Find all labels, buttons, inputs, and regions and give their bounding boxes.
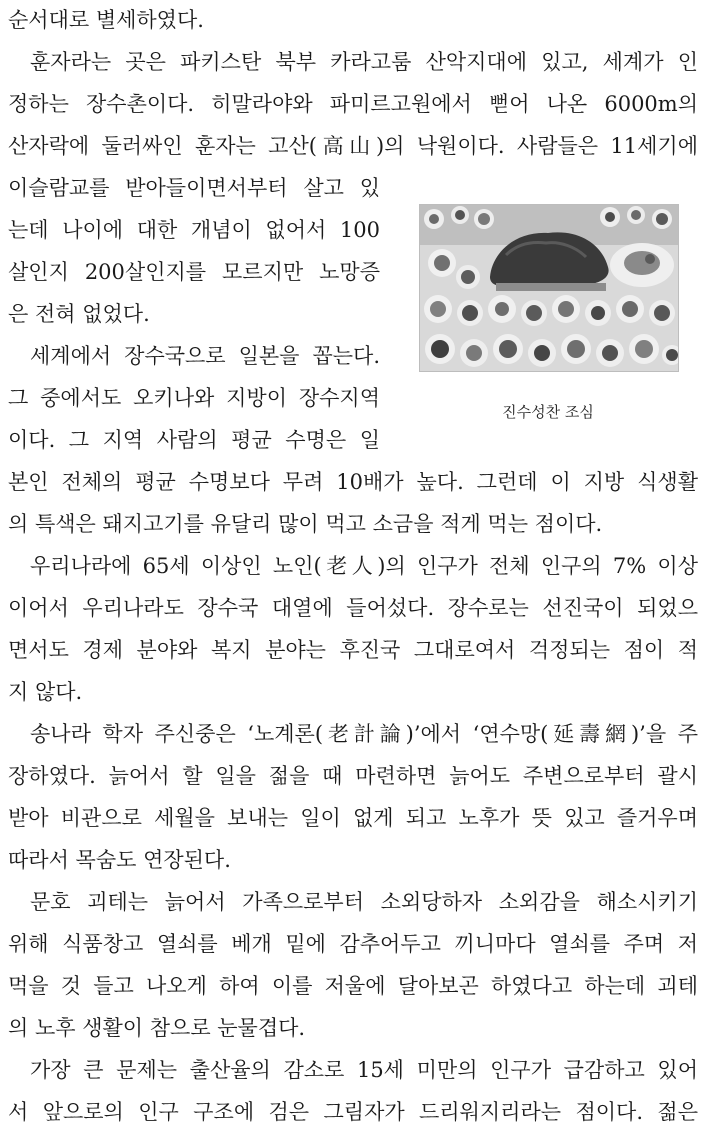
text-line: 지 않다.: [8, 680, 83, 704]
text-line: 의 특색은 돼지고기를 유달리 많이 먹고 소금을 적게 먹는 점이다.: [8, 512, 603, 536]
text-line: 이슬람교를 받아들이면서부터 살고 있: [8, 176, 380, 200]
photo-caption: 진수성찬 조심: [502, 403, 594, 421]
text-line: 훈자라는 곳은 파키스탄 북부 카라고룸 산악지대에 있고, 세계가 인: [30, 50, 698, 74]
text-line: 가장 큰 문제는 출산율의 감소로 15세 미만의 인구가 급감하고 있어: [30, 1058, 698, 1082]
text-line: 살인지 200살인지를 모르지만 노망증: [8, 260, 380, 284]
text-line: 은 전혀 없었다.: [8, 302, 150, 326]
text-line: 먹을 것 들고 나오게 하여 이를 저울에 달아보곤 하였다고 하는데 괴테: [8, 974, 698, 998]
text-line: 이다. 그 지역 사람의 평균 수명은 일: [8, 428, 380, 452]
text-line: 장하였다. 늙어서 할 일을 젊을 때 마련하면 늙어도 주변으로부터 괄시: [8, 764, 698, 788]
text-line: 그 중에서도 오키나와 지방이 장수지역: [8, 386, 380, 410]
text-line: 문호 괴테는 늙어서 가족으로부터 소외당하자 소외감을 해소시키기: [30, 890, 698, 914]
text-line: 서 앞으로의 인구 구조에 검은 그림자가 드리워지리라는 점이다. 젊은: [8, 1100, 698, 1124]
text-line: 순서대로 별세하였다.: [8, 8, 204, 32]
text-line: 본인 전체의 평균 수명보다 무려 10배가 높다. 그런데 이 지방 식생활: [8, 470, 698, 494]
text-line: 정하는 장수촌이다. 히말라야와 파미르고원에서 뻗어 나온 6000m의: [8, 92, 698, 116]
text-line: 산자락에 둘러싸인 훈자는 고산(高山)의 낙원이다. 사람들은 11세기에: [8, 134, 698, 158]
text-line: 는데 나이에 대한 개념이 없어서 100: [8, 218, 380, 242]
text-line: 받아 비관으로 세월을 보내는 일이 없게 되고 노후가 뜻 있고 즐거우며: [8, 806, 698, 830]
text-line: 따라서 목숨도 연장된다.: [8, 848, 231, 872]
text-line: 이어서 우리나라도 장수국 대열에 들어섰다. 장수로는 선진국이 되었으: [8, 596, 698, 620]
text-line: 면서도 경제 분야와 복지 분야는 후진국 그대로여서 걱정되는 점이 적: [8, 638, 698, 662]
food-table-photo: [419, 204, 679, 372]
text-line: 우리나라에 65세 이상인 노인(老人)의 인구가 전체 인구의 7% 이상: [30, 554, 698, 578]
text-line: 의 노후 생활이 참으로 눈물겹다.: [8, 1016, 306, 1040]
text-line: 세계에서 장수국으로 일본을 꼽는다.: [30, 344, 380, 368]
text-line: 위해 식품창고 열쇠를 베개 밑에 감추어두고 끼니마다 열쇠를 주며 저: [8, 932, 698, 956]
text-line: 송나라 학자 주신중은 ‘노계론(老計論)’에서 ‘연수망(延壽網)’을 주: [30, 722, 698, 746]
